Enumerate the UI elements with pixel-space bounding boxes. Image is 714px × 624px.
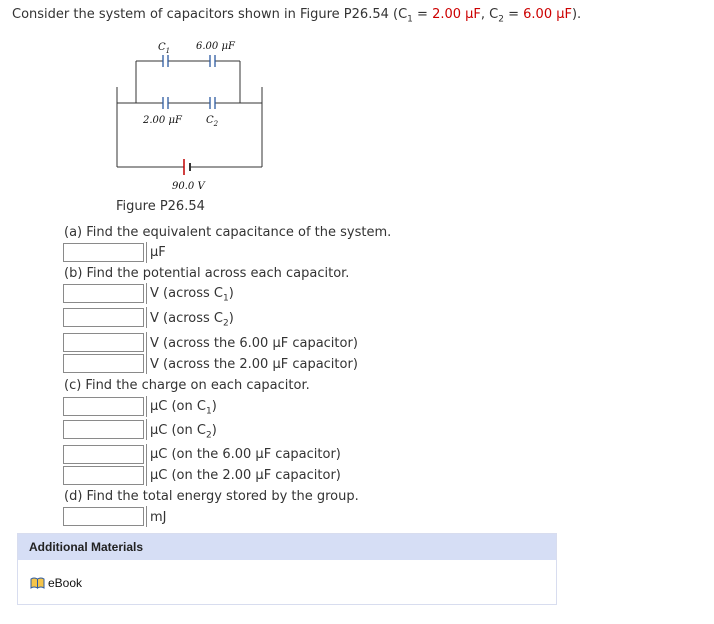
answer-c3-input[interactable] <box>63 445 144 464</box>
question-a: (a) Find the equivalent capacitance of the system. <box>64 225 392 240</box>
unit-label: V (across the 2.00 μF capacitor) <box>150 357 358 372</box>
label-c1: $C_1$ <box>158 42 171 55</box>
battery-symbol <box>184 159 190 175</box>
unit-label: V (across $C_2$) <box>150 311 234 329</box>
ebook-link[interactable] <box>30 576 82 590</box>
unit-divider <box>146 444 147 465</box>
additional-materials-panel <box>17 533 557 605</box>
answer-c4-input[interactable] <box>63 466 144 485</box>
c2-value: 6.00 μF <box>523 7 572 22</box>
unit-divider <box>146 465 147 486</box>
unit-label: μF <box>150 245 166 260</box>
question-b: (b) Find the potential across each capacitor. <box>64 266 350 281</box>
capacitor-plates <box>163 55 215 109</box>
answer-b4-input[interactable] <box>63 354 144 373</box>
answer-d-input[interactable] <box>63 507 144 526</box>
unit-divider <box>146 332 147 353</box>
figure-caption: Figure P26.54 <box>116 199 205 214</box>
answer-a-input[interactable] <box>63 243 144 262</box>
answer-c2-input[interactable] <box>63 420 144 439</box>
unit-label: V (across the 6.00 μF capacitor) <box>150 336 358 351</box>
question-d: (d) Find the total energy stored by the group. <box>64 489 359 504</box>
answer-c1-input[interactable] <box>63 397 144 416</box>
c1-value: 2.00 μF <box>432 7 481 22</box>
unit-divider <box>146 506 147 527</box>
unit-label: mJ <box>150 510 167 525</box>
label-c2: $C_2$ <box>206 115 219 128</box>
unit-label: μC (on the 6.00 μF capacitor) <box>150 447 341 462</box>
unit-divider <box>146 419 147 440</box>
label-bottom-cap: 2.00 μF <box>143 115 182 126</box>
unit-divider <box>146 283 147 304</box>
book-icon <box>30 577 45 589</box>
unit-divider <box>146 242 147 263</box>
answer-b1-input[interactable] <box>63 284 144 303</box>
question-c: (c) Find the charge on each capacitor. <box>64 378 310 393</box>
label-top-cap: 6.00 μF <box>196 41 235 52</box>
additional-materials-heading: Additional Materials <box>18 534 556 560</box>
circuit-diagram <box>112 36 272 196</box>
answer-b3-input[interactable] <box>63 333 144 352</box>
unit-divider <box>146 396 147 417</box>
ebook-label[interactable]: eBook <box>48 576 83 590</box>
unit-label: μC (on $C_2$) <box>150 423 217 441</box>
battery-label: 90.0 V <box>172 181 205 192</box>
unit-divider <box>146 307 147 328</box>
unit-label: μC (on the 2.00 μF capacitor) <box>150 468 341 483</box>
unit-divider <box>146 353 147 374</box>
answer-b2-input[interactable] <box>63 308 144 327</box>
unit-label: V (across $C_1$) <box>150 286 234 304</box>
problem-statement: Consider the system of capacitors shown in Figure P26.54 ($C_1 = 2.00$ μF, $C_2 = 6.00$ μF). <box>12 7 582 25</box>
unit-label: μC (on $C_1$) <box>150 399 217 417</box>
